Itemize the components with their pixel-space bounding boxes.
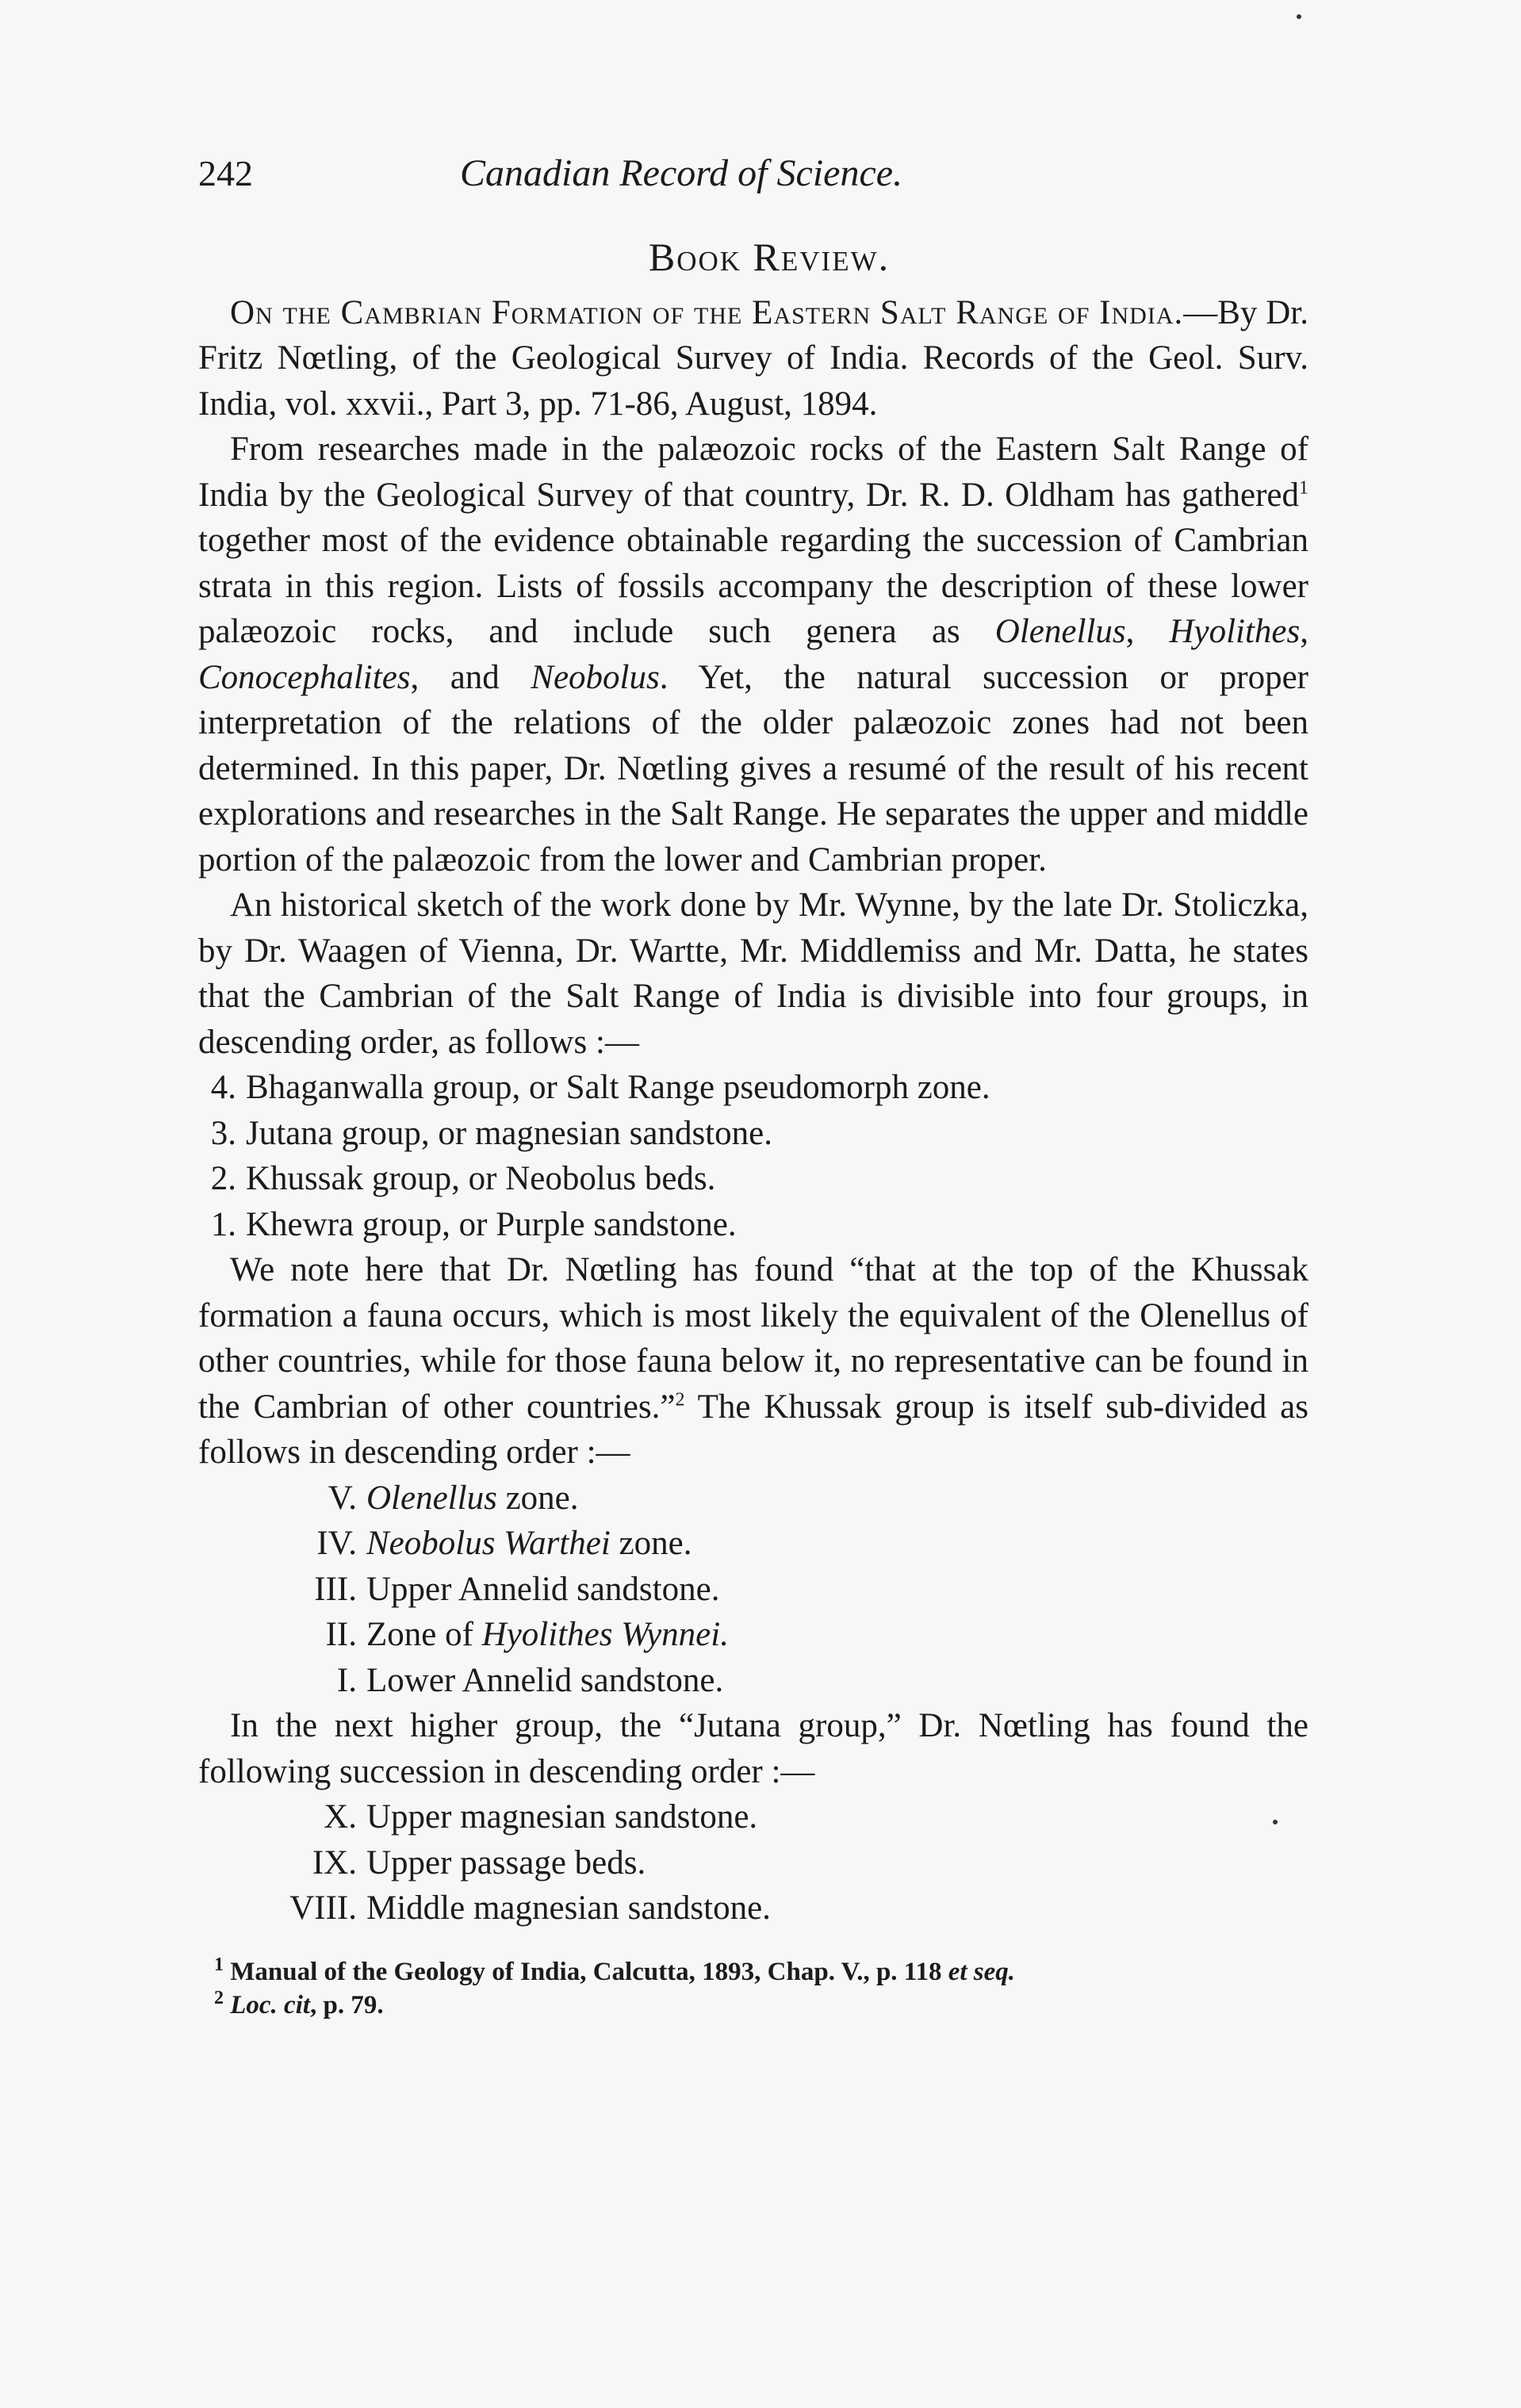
review-heading	[198, 290, 1308, 427]
journal-title: Canadian Record of Science.	[460, 152, 903, 194]
running-head	[198, 151, 1308, 206]
list-text: Khewra group, or Purple sandstone.	[246, 1205, 737, 1243]
list-item	[238, 1794, 1308, 1840]
paragraph-3-text-a: We note here that Dr. Nœtling has found “that at the top of the Khussak formation a fauna occurs, which is most likely the equivalent of the Olenellus of other countries, while for those fauna below it, no representative can be found in the Cambrian of other countries.”	[198, 1251, 1308, 1426]
list-item	[198, 1202, 1308, 1248]
list-text: zone.	[496, 1479, 579, 1517]
review-heading-title: On the Cambrian Formation of the Eastern Salt Range of India.	[230, 293, 1184, 331]
genus-olenellus: Olenellus	[994, 613, 1126, 650]
list-number: VIII.	[289, 1889, 357, 1927]
list-text: Zone of	[366, 1616, 482, 1653]
footnotes	[198, 1955, 1308, 2022]
genus-hyolithes: Hyolithes	[1169, 613, 1301, 650]
list-text: Upper passage beds.	[366, 1843, 646, 1882]
list-text: Bhaganwalla group, or Salt Range pseudomorph zone.	[246, 1069, 990, 1106]
footnote	[214, 1989, 1308, 2022]
list-number: 4.	[210, 1069, 236, 1106]
page-number: 242	[198, 153, 253, 193]
genus-conocephalites: Conocephalites	[198, 658, 411, 696]
list-text-italic: Neobolus Warthei	[366, 1525, 611, 1562]
list-item	[238, 1567, 1308, 1613]
footnote-mark: 2	[214, 1987, 224, 2008]
paragraph-1-text-c: . Yet, the natural succession or proper interpretation of the relations of the older palæozoic zones had not been determined. In this paper, Dr. Nœtling gives a resumé of the result of his recent explorations and researches in the Salt Range. He separates the upper and middle portion of the palæozoic from the lower and Cambrian proper.	[198, 658, 1308, 879]
list-number: V.	[328, 1479, 357, 1517]
list-item	[198, 1065, 1308, 1111]
page-content	[198, 151, 1308, 2022]
list-number: 3.	[210, 1114, 236, 1152]
list-number: 1.	[210, 1205, 236, 1243]
list-item	[198, 1111, 1308, 1157]
section-title: Book Review.	[648, 235, 891, 279]
footnote-ref-2: 2	[675, 1389, 685, 1411]
separator: ,	[1300, 613, 1309, 650]
jutana-zones-list	[238, 1794, 1308, 1931]
separator: ,	[1125, 613, 1170, 650]
list-number: III.	[314, 1570, 357, 1608]
list-number: 2.	[210, 1160, 236, 1197]
list-text-italic: Olenellus	[366, 1479, 497, 1517]
speck-mark-top	[1297, 14, 1301, 19]
footnote	[214, 1955, 1308, 1989]
list-number: X.	[324, 1798, 357, 1836]
genus-neobolus: Neobolus	[531, 658, 660, 696]
list-item	[198, 1156, 1308, 1202]
list-number: II.	[325, 1616, 357, 1653]
list-number: I.	[336, 1661, 357, 1699]
paragraph-1-text-b: together most of the evidence obtainable regarding the succession of Cambrian strata in this region. Lists of fossils accompany the description of these lower palæozoic rocks, and include such genera as	[198, 522, 1308, 650]
footnote-text-italic: Loc. cit	[230, 1990, 311, 2019]
list-item	[238, 1658, 1308, 1704]
list-item	[238, 1612, 1308, 1658]
paragraph-1	[198, 427, 1308, 882]
paragraph-3	[198, 1247, 1308, 1476]
review-heading-citation: —By Dr. Fritz Nœtling, of the Geological Survey of India. Records of the Geol. Surv. India, vol. xxvii., Part 3, pp. 71-86, August, 1894.	[198, 293, 1308, 423]
footnote-text: , p. 79.	[310, 1990, 384, 2019]
paragraph-3-text-b: The Khussak group is itself sub-divided as follows in descending order :—	[198, 1388, 1308, 1471]
footnote-ref-1: 1	[1299, 477, 1308, 499]
list-number: IV.	[316, 1525, 357, 1562]
list-text: Lower Annelid sandstone.	[366, 1661, 724, 1699]
list-item	[238, 1840, 1308, 1886]
list-item	[238, 1521, 1308, 1567]
list-number: IX.	[312, 1843, 357, 1882]
list-text-italic: Hyolithes Wynnei.	[481, 1616, 729, 1653]
footnote-mark: 1	[214, 1954, 224, 1975]
list-text: Upper magnesian sandstone.	[366, 1798, 758, 1836]
paragraph-2: An historical sketch of the work done by Mr. Wynne, by the late Dr. Stoliczka, by Dr. Waagen of Vienna, Dr. Wartte, Mr. Middlemiss and Mr. Datta, he states that the Cambrian of the Salt Range of India is divisible into four groups, in descending order, as follows :—	[198, 886, 1308, 1061]
paragraph-4: In the next higher group, the “Jutana group,” Dr. Nœtling has found the following succession in descending order :—	[198, 1707, 1308, 1790]
khussak-zones-list	[238, 1476, 1308, 1704]
paragraph-1-text-a: From researches made in the palæozoic rocks of the Eastern Salt Range of India by the Geological Survey of that country, Dr. R. D. Oldham has gathered	[198, 431, 1308, 514]
list-text: Jutana group, or magnesian sandstone.	[246, 1114, 772, 1152]
list-text: Middle magnesian sandstone.	[366, 1889, 771, 1927]
list-text: zone.	[610, 1525, 692, 1562]
list-text: Khussak group, or Neobolus beds.	[246, 1160, 716, 1197]
cambrian-groups-list	[198, 1065, 1308, 1247]
footnote-text-italic: et seq.	[948, 1957, 1016, 1986]
list-text: Upper Annelid sandstone.	[366, 1570, 720, 1608]
separator: , and	[410, 658, 531, 696]
list-item	[238, 1885, 1308, 1931]
footnote-text: Manual of the Geology of India, Calcutta, 1893, Chap. V., p. 118	[230, 1957, 948, 1986]
list-item	[238, 1476, 1308, 1522]
